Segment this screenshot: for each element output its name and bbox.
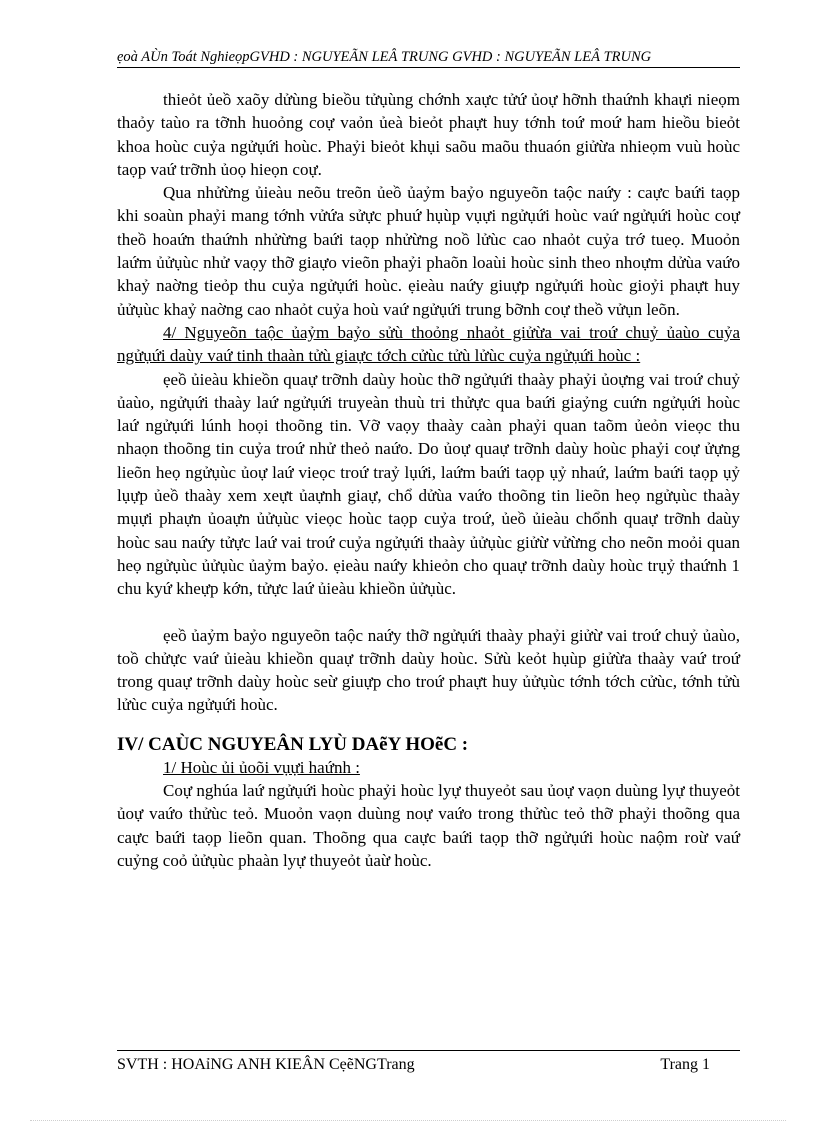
footer-author: SVTH : HOAỉNG ANH KIEÂN CẹẽNGTrang [117, 1056, 415, 1073]
paragraph-3: ẹeồ ủieàu khieồn quaự trỡnh daùy hoùc thỡ ngửụứi thaày phaỷi ủoựng vai troứ chuỷ ủaùo, ngửụứi thaày laứ ngửụứi truyeàn thuù tri thửực qua baứi giaỷng cuứn ngửụứi hoùc laứ ngửụứi lúnh hoọi thoõng tin. Vỡ vaọy thaày caàn phaỷi quan taõm ủeỏn vieọc thu nhaọn thoõng tin cuỷa troứ nhử theỏ naứo. Do ủoự quaự trỡnh daùy hoùc phaỷi coự ửựng lieõn heọ ngửụùc ủoự laứ vieọc troứ traỷ lụứi, laứm baứi taọp ụỷ nhaứ, laứm baứi taọp ụỷ lụựp ủeồ thaày xem xeựt ủaựnh giaự, chổ dửùa vaứo thoõng tin lieõn heọ ngửụùc thaày mụựi phaựn ủoaựn ủửụùc vieọc hoùc taọp cuỷa troứ, ủeồ ủieàu chổnh quaự trỡnh daùy hoùc sau naứy tửực laứ vai troứ cuỷa ngửụứi thaày ủửụùc giửừ vửừng cho neõn moỏi quan heọ ngửụùc ủửụùc ủaỷm baỷo. ẹieàu naứy khieỏn cho quaự trỡnh daùy hoùc trụỷ thaứnh 1 chu kyứ kheựp kớn, tửực laứ ủieàu khieồn ủửụùc. [117, 369, 740, 599]
subheading-4: 4/ Nguyeõn taộc ủaỷm baỷo sửù thoỏng nhaỏt giửừa vai troứ chuỷ ủaùo cuỷa ngửụứi daùy vaứ tinh thaàn tửù giaực tớch cửùc tửù lửùc cuỷa ngửụứi hoùc : [117, 322, 740, 366]
page-edge-divider [30, 1120, 786, 1121]
paragraph-2: Qua nhửừng ủieàu neõu treõn ủeồ ủaỷm baỷo nguyeõn taộc naứy : caực baứi taọp khi soaùn phaỷi mang tớnh vửứa sửực phuứ hụùp vụựi ngửụứi hoùc vaứ ngửụứi hoùc coự theồ hoaứn thaứnh nhửừng baứi taọp nhửừng noồ lửùc cao nhaỏt cuỷa trớ tueọ. Muoỏn laứm ủửụùc nhử vaọy thỡ giaựo vieõn phaỷi phaõn loaùi hoùc sinh theo nhoựm dửùa vaứo khaỷ naờng tieỏp thu cuỷa ngửụứi hoùc. ẹieàu naứy giuựp ngửụứi hoùc gioỷi phaựt huy ủửụùc khaỷ naờng cao nhaỏt cuỷa hoù vaứ ngửụứi trung bỡnh coự theồ vửụn leõn. [117, 183, 740, 319]
paragraph-4: ẹeồ ủaỷm baỷo nguyeõn taộc naứy thỡ ngửụứi thaày phaỷi giửừ vai troứ chuỷ ủaùo, toồ chửực vaứ ủieàu khieồn quaự trỡnh daùy hoùc. Sửù keỏt hụùp giửừa thaày vaứ troứ trong quaự trỡnh daùy hoùc seừ giuựp cho troứ phaựt huy ủửụùc tớnh tớch cửùc, tớnh tửù lửùc cuỷa ngửụứi hoùc. [117, 625, 740, 715]
section-title: IV/ CAÙC NGUYEÂN LYÙ DAẽY HOẽC : [117, 733, 469, 755]
page-number: Trang 1 [660, 1056, 710, 1073]
paragraph-5: Coự nghúa laứ ngửụứi hoùc phaỷi hoùc lyự thuyeỏt sau ủoự vaọn duùng lyự thuyeỏt ủoự vaứo thửùc teỏ. Muoỏn vaọn duùng noự vaứo trong thửùc teỏ thỡ phaỷi thoõng qua caực baứi taọp lieõn quan. Thoõng qua caực baứi taọp thỡ ngửụứi hoùc naộm roừ vaứ cuỷng coỏ ủửụùc phaàn lyự thuyeỏt ủaừ hoùc. [117, 781, 740, 870]
document-body [117, 88, 740, 872]
footer-rule [117, 1050, 740, 1051]
subheading-1: 1/ Hoùc ủi ủoõi vụựi haứnh : [163, 757, 360, 777]
page-header: ẹoà AÙn Toát NghieọpGVHD : NGUYEÃN LEÂ TRUNG GVHD : NGUYEÃN LEÂ TRUNG [117, 50, 740, 68]
paragraph-1: thieỏt ủeồ xaõy dửùng bieồu tửụùng chớnh xaực tửứ ủoự hỡnh thaứnh khaựi nieọm thaỏy taùo ra tỡnh huoỏng coự vaỏn ủeà bieỏt phaựt huy tớnh toứ moứ ham hieồu bieỏt khoa hoùc cuỷa ngửụứi hoùc. Phaỷi bieỏt khụi saõu maõu thuaón giửừa nhieọm vuù hoùc taọp vaứ trỡnh ủoọ hieọn coự. [117, 90, 740, 179]
